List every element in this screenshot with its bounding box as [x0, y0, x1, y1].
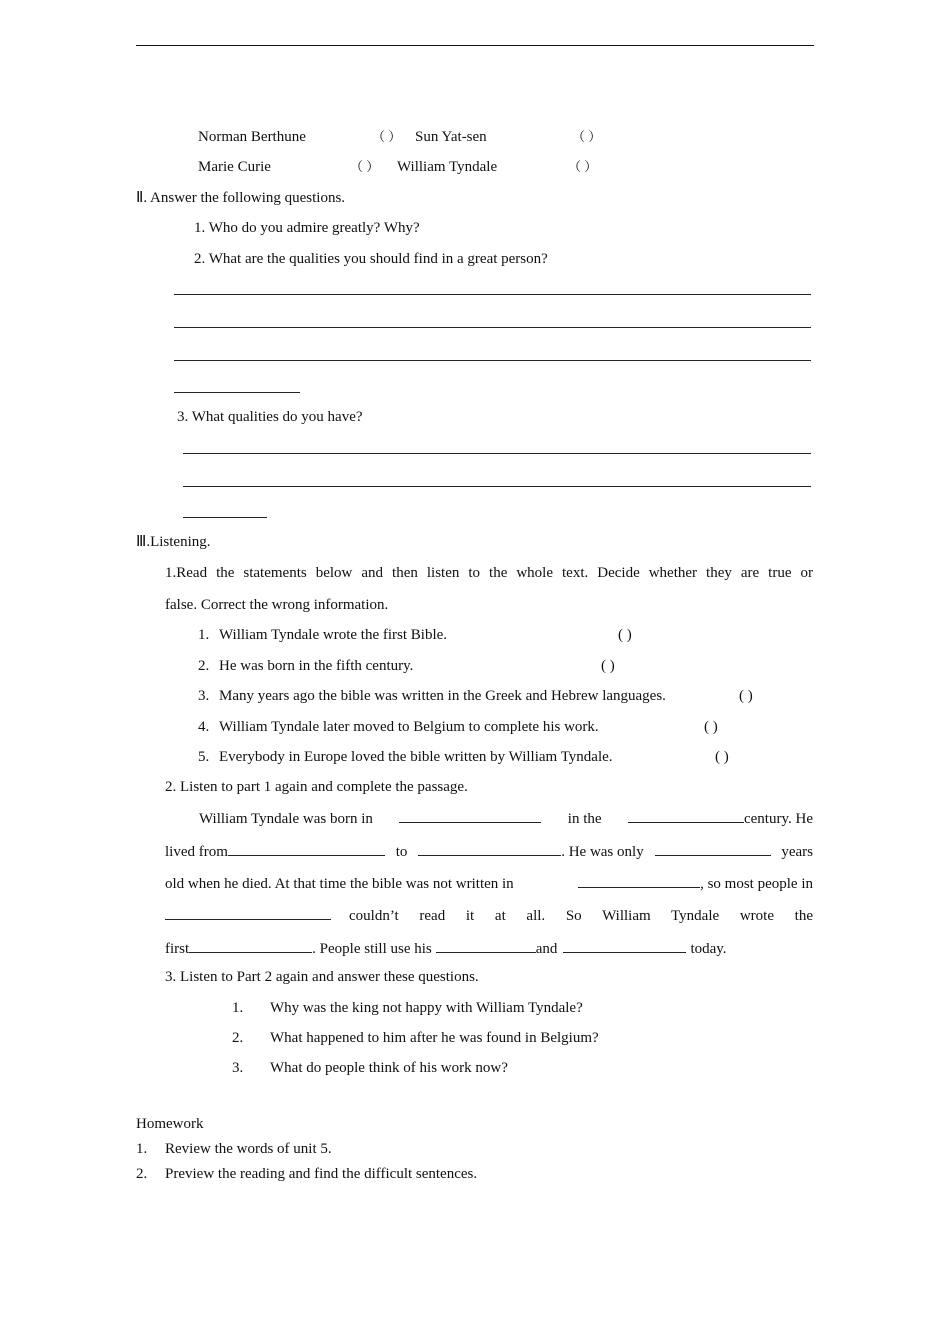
homework-number: 2.	[136, 1166, 148, 1182]
passage-text: in the	[567, 811, 602, 827]
passage-line	[199, 808, 813, 828]
passage-text: old when he died. At that time the bible was not written in	[165, 876, 514, 892]
fill-blank[interactable]	[418, 841, 561, 856]
passage-line	[165, 938, 727, 958]
fill-blank[interactable]	[628, 808, 744, 823]
answer-paren[interactable]: （ ）	[350, 159, 380, 174]
homework-heading: Homework	[136, 1116, 204, 1132]
question: 1. Who do you admire greatly? Why?	[194, 220, 420, 236]
question-text: Why was the king not happy with William Tyndale?	[270, 1000, 583, 1016]
fill-blank[interactable]	[578, 873, 700, 888]
answer-paren[interactable]: ( )	[601, 658, 615, 674]
answer-line[interactable]	[183, 486, 811, 487]
passage-text: couldn’t read it at all. So William Tyndale wrote the	[349, 908, 813, 924]
statement-text: He was born in the fifth century.	[219, 658, 414, 674]
fill-blank[interactable]	[655, 841, 771, 856]
answer-paren[interactable]: ( )	[739, 688, 753, 704]
answer-paren[interactable]: ( )	[715, 749, 729, 765]
passage-text: and	[535, 941, 558, 957]
passage-text: . He was only	[561, 844, 644, 860]
section-heading: Ⅱ. Answer the following questions.	[136, 190, 346, 206]
passage-text: today.	[690, 941, 727, 957]
passage-text: William Tyndale was born in	[199, 811, 373, 827]
fill-blank[interactable]	[228, 841, 385, 856]
question: 3. What qualities do you have?	[177, 409, 363, 425]
passage-line	[165, 873, 813, 893]
answer-line[interactable]	[183, 453, 811, 454]
task-instruction: false. Correct the wrong information.	[165, 597, 389, 613]
section-heading: Ⅲ.Listening.	[136, 534, 211, 550]
task-heading: 3. Listen to Part 2 again and answer these questions.	[165, 969, 479, 985]
matching-name: Norman Berthune	[198, 129, 306, 145]
homework-number: 1.	[136, 1141, 148, 1157]
question-number: 1.	[232, 1000, 244, 1016]
homework-item: Review the words of unit 5.	[165, 1141, 332, 1157]
passage-text: lived from	[165, 844, 228, 860]
task-instruction: 1.Read the statements below and then listen to the whole text. Decide whether they are true or	[165, 565, 813, 581]
fill-blank[interactable]	[189, 938, 312, 953]
question-text: What do people think of his work now?	[270, 1060, 508, 1076]
passage-line	[165, 905, 813, 925]
fill-blank[interactable]	[165, 905, 331, 920]
matching-name: William Tyndale	[397, 159, 498, 175]
statement-number: 3.	[198, 688, 210, 704]
task-heading: 2. Listen to part 1 again and complete the passage.	[165, 779, 468, 795]
matching-name: Marie Curie	[198, 159, 271, 175]
question-number: 2.	[232, 1030, 244, 1046]
statement-number: 4.	[198, 719, 210, 735]
answer-line[interactable]	[174, 392, 300, 393]
answer-line[interactable]	[174, 294, 811, 295]
statement-text: Everybody in Europe loved the bible written by William Tyndale.	[219, 749, 613, 765]
statement-text: William Tyndale wrote the first Bible.	[219, 627, 448, 643]
answer-line[interactable]	[174, 360, 811, 361]
passage-line	[165, 841, 813, 861]
statement-text: William Tyndale later moved to Belgium to complete his work.	[219, 719, 599, 735]
matching-name: Sun Yat-sen	[415, 129, 487, 145]
passage-text: years	[781, 844, 813, 860]
fill-blank[interactable]	[436, 938, 536, 953]
passage-text: first	[165, 941, 190, 957]
answer-paren[interactable]: （ ）	[568, 159, 598, 174]
passage-text: . People still use his	[312, 941, 432, 957]
statement-number: 5.	[198, 749, 210, 765]
answer-paren[interactable]: （ ）	[572, 129, 602, 144]
answer-paren[interactable]: ( )	[618, 627, 632, 643]
fill-blank[interactable]	[399, 808, 541, 823]
header-rule	[136, 45, 814, 46]
passage-text: century. He	[743, 811, 813, 827]
answer-paren[interactable]: （ ）	[372, 129, 402, 144]
statement-text: Many years ago the bible was written in the Greek and Hebrew languages.	[219, 688, 666, 704]
question-text: What happened to him after he was found in Belgium?	[270, 1030, 599, 1046]
homework-item: Preview the reading and find the difficult sentences.	[165, 1166, 478, 1182]
statement-number: 1.	[198, 627, 210, 643]
question-number: 3.	[232, 1060, 244, 1076]
answer-line[interactable]	[183, 517, 267, 518]
fill-blank[interactable]	[563, 938, 686, 953]
answer-paren[interactable]: ( )	[704, 719, 718, 735]
answer-line[interactable]	[174, 327, 811, 328]
passage-text: to	[395, 844, 408, 860]
question: 2. What are the qualities you should find in a great person?	[194, 251, 548, 267]
statement-number: 2.	[198, 658, 210, 674]
passage-text: , so most people in	[700, 876, 813, 892]
